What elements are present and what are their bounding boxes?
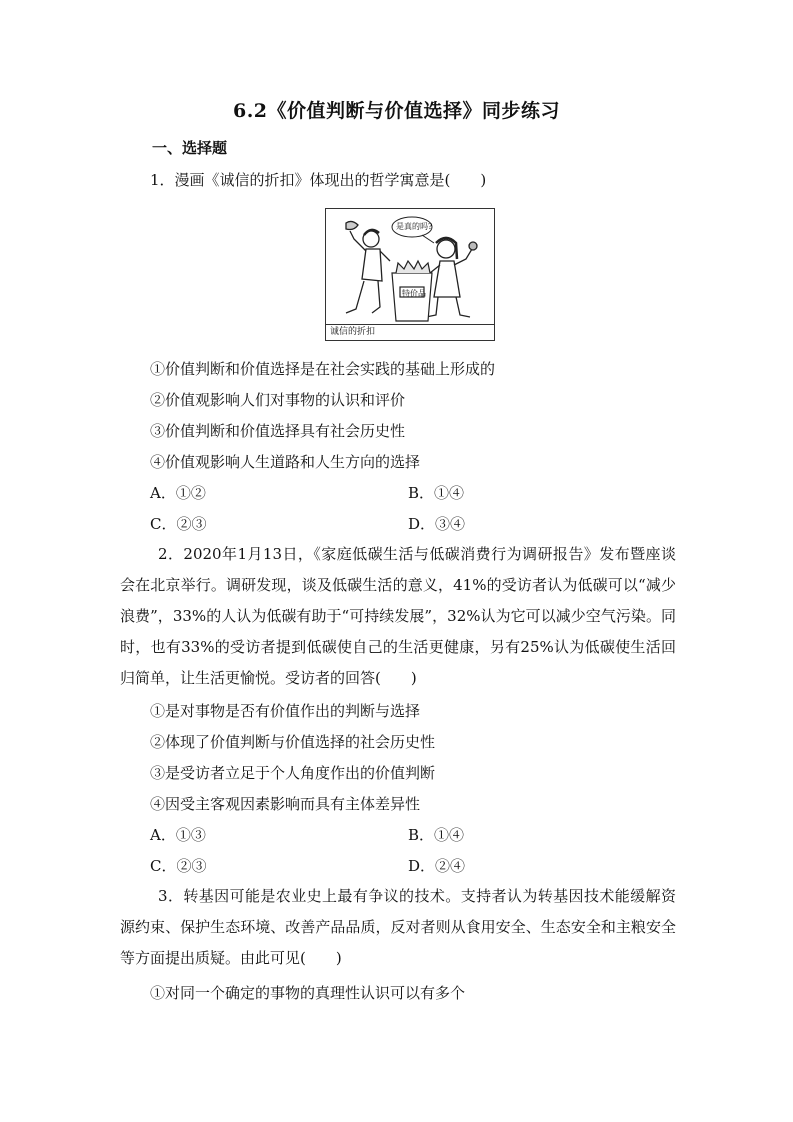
q2-choice-c: C．②③ — [150, 857, 207, 875]
q1-option-1: ①价值判断和价值选择是在社会实践的基础上形成的 — [150, 360, 496, 378]
question-3-stem: 3．转基因可能是农业史上最有争议的技术。支持者认为转基因技术能缓解资源约束、保护生态环境、改善产品品质，反对者则从食用安全、生态安全和主粮安全等方面提出质疑。由此可见( ) — [120, 887, 676, 967]
q2-option-3: ③是受访者立足于个人角度作出的价值判断 — [150, 764, 436, 782]
figure-caption: 诚信的折扣 — [330, 327, 376, 337]
q1-choice-c: C．②③ — [150, 515, 207, 533]
question-1-stem: 1．漫画《诚信的折扣》体现出的哲学寓意是( ) — [150, 171, 487, 189]
speech-bubble-text: 是真的吗? — [396, 222, 433, 231]
q2-option-1: ①是对事物是否有价值作出的判断与选择 — [150, 702, 421, 720]
q1-choice-a: A．①② — [150, 484, 206, 502]
section-heading: 一、选择题 — [152, 139, 228, 157]
question-2-stem: 2．2020年1月13日，《家庭低碳生活与低碳消费行为调研报告》发布暨座谈会在北京举行。调研发现，谈及低碳生活的意义，41%的受访者认为低碳可以“减少浪费”，33%的人认为低碳有助于“可持续发展”，32%认为它可以减少空气污染。同时，也有33%的受访者提到低碳使自己的生活更健康，另有25%认为低碳使生活回归简单，让生活更愉悦。受访者的回答( ) — [120, 545, 676, 687]
q3-option-1: ①对同一个确定的事物的真理性认识可以有多个 — [150, 984, 466, 1002]
q2-choice-b: B．①④ — [408, 826, 465, 844]
box-label: 特价品 — [402, 289, 426, 298]
q2-choice-d: D．②④ — [408, 857, 466, 875]
q2-option-2: ②体现了价值判断与价值选择的社会历史性 — [150, 733, 436, 751]
caption-bar — [326, 324, 494, 340]
page-title: 6.2《价值判断与价值选择》同步练习 — [232, 100, 561, 122]
q1-option-2: ②价值观影响人们对事物的认识和评价 — [150, 391, 406, 409]
q1-option-3: ③价值判断和价值选择具有社会历史性 — [150, 422, 406, 440]
q1-choice-b: B．①④ — [408, 484, 465, 502]
q1-option-4: ④价值观影响人生道路和人生方向的选择 — [150, 453, 421, 471]
q1-choice-d: D．③④ — [408, 515, 466, 533]
q2-option-4: ④因受主客观因素影响而具有主体差异性 — [150, 795, 421, 813]
cartoon-figure — [325, 208, 495, 341]
q2-choice-a: A．①③ — [150, 826, 206, 844]
